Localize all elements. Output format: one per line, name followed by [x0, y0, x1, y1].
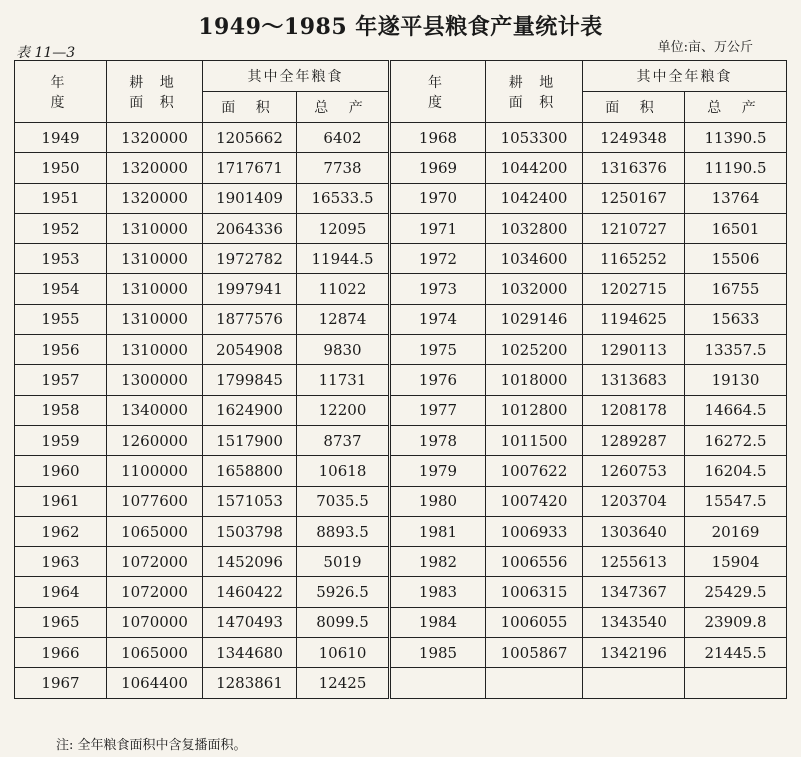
grain-area-cell: 1571053 — [203, 486, 297, 516]
grain-output-cell: 12874 — [297, 304, 390, 334]
table-number: 表 11—3 — [16, 45, 76, 61]
grain-area-cell: 2064336 — [203, 213, 297, 243]
footnote: 注: 全年粮食面积中含复播面积。 — [56, 738, 247, 753]
cultivated-area-cell-right: 1032000 — [486, 274, 583, 304]
table-row — [15, 153, 787, 183]
grain-output-cell: 7738 — [297, 153, 390, 183]
cultivated-area-cell: 1070000 — [107, 607, 203, 637]
grain-area-cell-right: 1260753 — [583, 456, 685, 486]
cultivated-area-cell: 1320000 — [107, 183, 203, 213]
grain-area-header-right: 面 积 — [583, 92, 685, 123]
grain-area-cell-right: 1203704 — [583, 486, 685, 516]
cultivated-area-cell-right: 1044200 — [486, 153, 583, 183]
grain-area-cell-right: 1342196 — [583, 638, 685, 668]
table-row — [15, 516, 787, 546]
year-cell: 1949 — [15, 123, 107, 153]
cultivated-area-cell: 1320000 — [107, 123, 203, 153]
grain-output-cell: 11022 — [297, 274, 390, 304]
year-cell: 1950 — [15, 153, 107, 183]
grain-area-cell: 1901409 — [203, 183, 297, 213]
table-row — [15, 213, 787, 243]
grain-output-header-right: 总 产 — [685, 92, 787, 123]
grain-output-cell-right: 11190.5 — [685, 153, 787, 183]
cultivated-area-cell-right: 1032800 — [486, 213, 583, 243]
cultivated-area-cell-right: 1034600 — [486, 244, 583, 274]
grain-area-cell-right: 1165252 — [583, 244, 685, 274]
year-cell: 1966 — [15, 638, 107, 668]
grain-output-cell: 11731 — [297, 365, 390, 395]
grain-output-cell-right: 15547.5 — [685, 486, 787, 516]
grain-output-cell: 8737 — [297, 425, 390, 455]
grain-output-cell: 8893.5 — [297, 516, 390, 546]
grain-output-cell: 8099.5 — [297, 607, 390, 637]
table-row — [15, 335, 787, 365]
grain-output-cell-right: 13357.5 — [685, 335, 787, 365]
grain-area-cell: 1205662 — [203, 123, 297, 153]
cultivated-area-cell-right: 1007622 — [486, 456, 583, 486]
table-row — [15, 638, 787, 668]
year-cell-right: 1981 — [390, 516, 486, 546]
grain-area-cell: 1517900 — [203, 425, 297, 455]
grain-area-cell: 1624900 — [203, 395, 297, 425]
year-cell-right: 1983 — [390, 577, 486, 607]
grain-output-cell-right: 16501 — [685, 213, 787, 243]
table-body — [15, 123, 787, 699]
cultivated-area-cell-right: 1006055 — [486, 607, 583, 637]
grain-area-cell-right: 1313683 — [583, 365, 685, 395]
year-cell: 1964 — [15, 577, 107, 607]
grain-area-cell-right: 1289287 — [583, 425, 685, 455]
year-header-right: 年 度 — [390, 61, 486, 123]
grain-area-cell: 1460422 — [203, 577, 297, 607]
grain-area-cell: 2054908 — [203, 335, 297, 365]
cultivated-area-cell-right: 1025200 — [486, 335, 583, 365]
year-cell-right: 1968 — [390, 123, 486, 153]
grain-area-cell-right: 1290113 — [583, 335, 685, 365]
grain-area-cell-right: 1194625 — [583, 304, 685, 334]
grain-area-cell: 1503798 — [203, 516, 297, 546]
cultivated-area-cell: 1340000 — [107, 395, 203, 425]
cultivated-area-cell: 1260000 — [107, 425, 203, 455]
cultivated-area-cell: 1310000 — [107, 335, 203, 365]
cultivated-area-cell-right: 1007420 — [486, 486, 583, 516]
table-row — [15, 365, 787, 395]
cultivated-area-cell-right — [486, 668, 583, 698]
grain-area-cell-right: 1208178 — [583, 395, 685, 425]
table-row — [15, 486, 787, 516]
grain-area-cell-right: 1303640 — [583, 516, 685, 546]
year-cell-right: 1980 — [390, 486, 486, 516]
grain-group-header-right: 其中全年粮食 — [583, 61, 787, 92]
cultivated-area-cell: 1320000 — [107, 153, 203, 183]
year-cell-right: 1974 — [390, 304, 486, 334]
year-cell: 1957 — [15, 365, 107, 395]
grain-area-cell: 1972782 — [203, 244, 297, 274]
year-cell: 1965 — [15, 607, 107, 637]
table-row — [15, 395, 787, 425]
year-cell: 1961 — [15, 486, 107, 516]
grain-output-cell-right: 15506 — [685, 244, 787, 274]
grain-output-cell: 10618 — [297, 456, 390, 486]
grain-output-cell-right: 21445.5 — [685, 638, 787, 668]
grain-area-cell: 1452096 — [203, 547, 297, 577]
grain-area-cell-right — [583, 668, 685, 698]
grain-output-cell: 10610 — [297, 638, 390, 668]
grain-output-cell: 6402 — [297, 123, 390, 153]
year-cell: 1956 — [15, 335, 107, 365]
cultivated-area-cell: 1072000 — [107, 577, 203, 607]
table-row — [15, 425, 787, 455]
grain-area-cell-right: 1249348 — [583, 123, 685, 153]
year-cell: 1963 — [15, 547, 107, 577]
grain-area-cell: 1997941 — [203, 274, 297, 304]
cultivated-area-cell-right: 1029146 — [486, 304, 583, 334]
cultivated-area-cell-right: 1006556 — [486, 547, 583, 577]
cultivated-area-cell-right: 1042400 — [486, 183, 583, 213]
table-row — [15, 668, 787, 698]
cultivated-area-cell: 1310000 — [107, 304, 203, 334]
unit-label: 单位:亩、万公斤 — [657, 40, 753, 55]
grain-output-cell: 12200 — [297, 395, 390, 425]
year-cell: 1967 — [15, 668, 107, 698]
grain-output-cell-right: 16204.5 — [685, 456, 787, 486]
cultivated-area-cell: 1100000 — [107, 456, 203, 486]
grain-area-cell-right: 1347367 — [583, 577, 685, 607]
grain-area-cell: 1799845 — [203, 365, 297, 395]
year-cell-right: 1977 — [390, 395, 486, 425]
grain-area-cell: 1717671 — [203, 153, 297, 183]
grain-output-cell-right: 14664.5 — [685, 395, 787, 425]
grain-area-header: 面 积 — [203, 92, 297, 123]
cultivated-area-cell-right: 1005867 — [486, 638, 583, 668]
cultivated-area-cell-right: 1006933 — [486, 516, 583, 546]
grain-output-cell: 11944.5 — [297, 244, 390, 274]
year-cell: 1953 — [15, 244, 107, 274]
grain-area-cell: 1658800 — [203, 456, 297, 486]
grain-production-table — [14, 60, 787, 699]
grain-area-cell-right: 1255613 — [583, 547, 685, 577]
year-cell-right: 1978 — [390, 425, 486, 455]
grain-output-header: 总 产 — [297, 92, 390, 123]
grain-output-cell: 16533.5 — [297, 183, 390, 213]
year-cell-right: 1984 — [390, 607, 486, 637]
grain-output-cell: 5926.5 — [297, 577, 390, 607]
grain-output-cell-right: 15904 — [685, 547, 787, 577]
grain-output-cell-right: 16755 — [685, 274, 787, 304]
cultivated-area-cell: 1310000 — [107, 244, 203, 274]
grain-output-cell: 12095 — [297, 213, 390, 243]
year-header: 年 度 — [15, 61, 107, 123]
table-row — [15, 304, 787, 334]
grain-output-cell-right: 23909.8 — [685, 607, 787, 637]
cultivated-area-cell: 1065000 — [107, 516, 203, 546]
year-cell: 1962 — [15, 516, 107, 546]
grain-output-cell-right: 16272.5 — [685, 425, 787, 455]
grain-output-cell-right: 13764 — [685, 183, 787, 213]
cultivated-area-cell: 1310000 — [107, 213, 203, 243]
page-title: 1949～1985 年遂平县粮食产量统计表 — [198, 14, 603, 40]
table-row — [15, 456, 787, 486]
grain-area-cell: 1877576 — [203, 304, 297, 334]
grain-output-cell-right: 11390.5 — [685, 123, 787, 153]
table-row — [15, 274, 787, 304]
grain-area-cell-right: 1343540 — [583, 607, 685, 637]
year-cell-right: 1970 — [390, 183, 486, 213]
year-cell-right: 1982 — [390, 547, 486, 577]
cultivated-area-cell: 1310000 — [107, 274, 203, 304]
grain-output-cell: 7035.5 — [297, 486, 390, 516]
year-cell-right: 1972 — [390, 244, 486, 274]
grain-output-cell-right: 25429.5 — [685, 577, 787, 607]
grain-area-cell: 1470493 — [203, 607, 297, 637]
table-row — [15, 577, 787, 607]
table-row — [15, 183, 787, 213]
year-cell: 1954 — [15, 274, 107, 304]
grain-area-cell: 1283861 — [203, 668, 297, 698]
table-row — [15, 547, 787, 577]
year-cell-right — [390, 668, 486, 698]
cultivated-area-cell-right: 1053300 — [486, 123, 583, 153]
year-cell-right: 1985 — [390, 638, 486, 668]
year-cell: 1959 — [15, 425, 107, 455]
grain-area-cell: 1344680 — [203, 638, 297, 668]
year-cell-right: 1979 — [390, 456, 486, 486]
year-cell-right: 1975 — [390, 335, 486, 365]
cultivated-area-cell: 1077600 — [107, 486, 203, 516]
year-cell: 1960 — [15, 456, 107, 486]
grain-output-cell: 9830 — [297, 335, 390, 365]
grain-output-cell-right: 20169 — [685, 516, 787, 546]
year-cell: 1955 — [15, 304, 107, 334]
year-cell: 1958 — [15, 395, 107, 425]
cultivated-area-cell: 1064400 — [107, 668, 203, 698]
table-header — [15, 61, 787, 123]
cultivated-area-cell: 1065000 — [107, 638, 203, 668]
grain-output-cell: 12425 — [297, 668, 390, 698]
cultivated-area-cell-right: 1011500 — [486, 425, 583, 455]
grain-area-cell-right: 1202715 — [583, 274, 685, 304]
cultivated-area-cell: 1300000 — [107, 365, 203, 395]
grain-output-cell-right: 15633 — [685, 304, 787, 334]
table-row — [15, 607, 787, 637]
grain-area-cell-right: 1210727 — [583, 213, 685, 243]
cultivated-area-cell: 1072000 — [107, 547, 203, 577]
grain-area-cell-right: 1250167 — [583, 183, 685, 213]
year-cell-right: 1976 — [390, 365, 486, 395]
year-cell: 1951 — [15, 183, 107, 213]
cultivated-area-header-right: 耕 地 面 积 — [486, 61, 583, 123]
grain-output-cell-right: 19130 — [685, 365, 787, 395]
cultivated-area-header: 耕 地 面 积 — [107, 61, 203, 123]
grain-group-header: 其中全年粮食 — [203, 61, 390, 92]
year-cell-right: 1969 — [390, 153, 486, 183]
grain-output-cell-right — [685, 668, 787, 698]
year-cell-right: 1973 — [390, 274, 486, 304]
grain-output-cell: 5019 — [297, 547, 390, 577]
table-row — [15, 123, 787, 153]
cultivated-area-cell-right: 1006315 — [486, 577, 583, 607]
grain-area-cell-right: 1316376 — [583, 153, 685, 183]
cultivated-area-cell-right: 1018000 — [486, 365, 583, 395]
cultivated-area-cell-right: 1012800 — [486, 395, 583, 425]
year-cell-right: 1971 — [390, 213, 486, 243]
table-row — [15, 244, 787, 274]
year-cell: 1952 — [15, 213, 107, 243]
